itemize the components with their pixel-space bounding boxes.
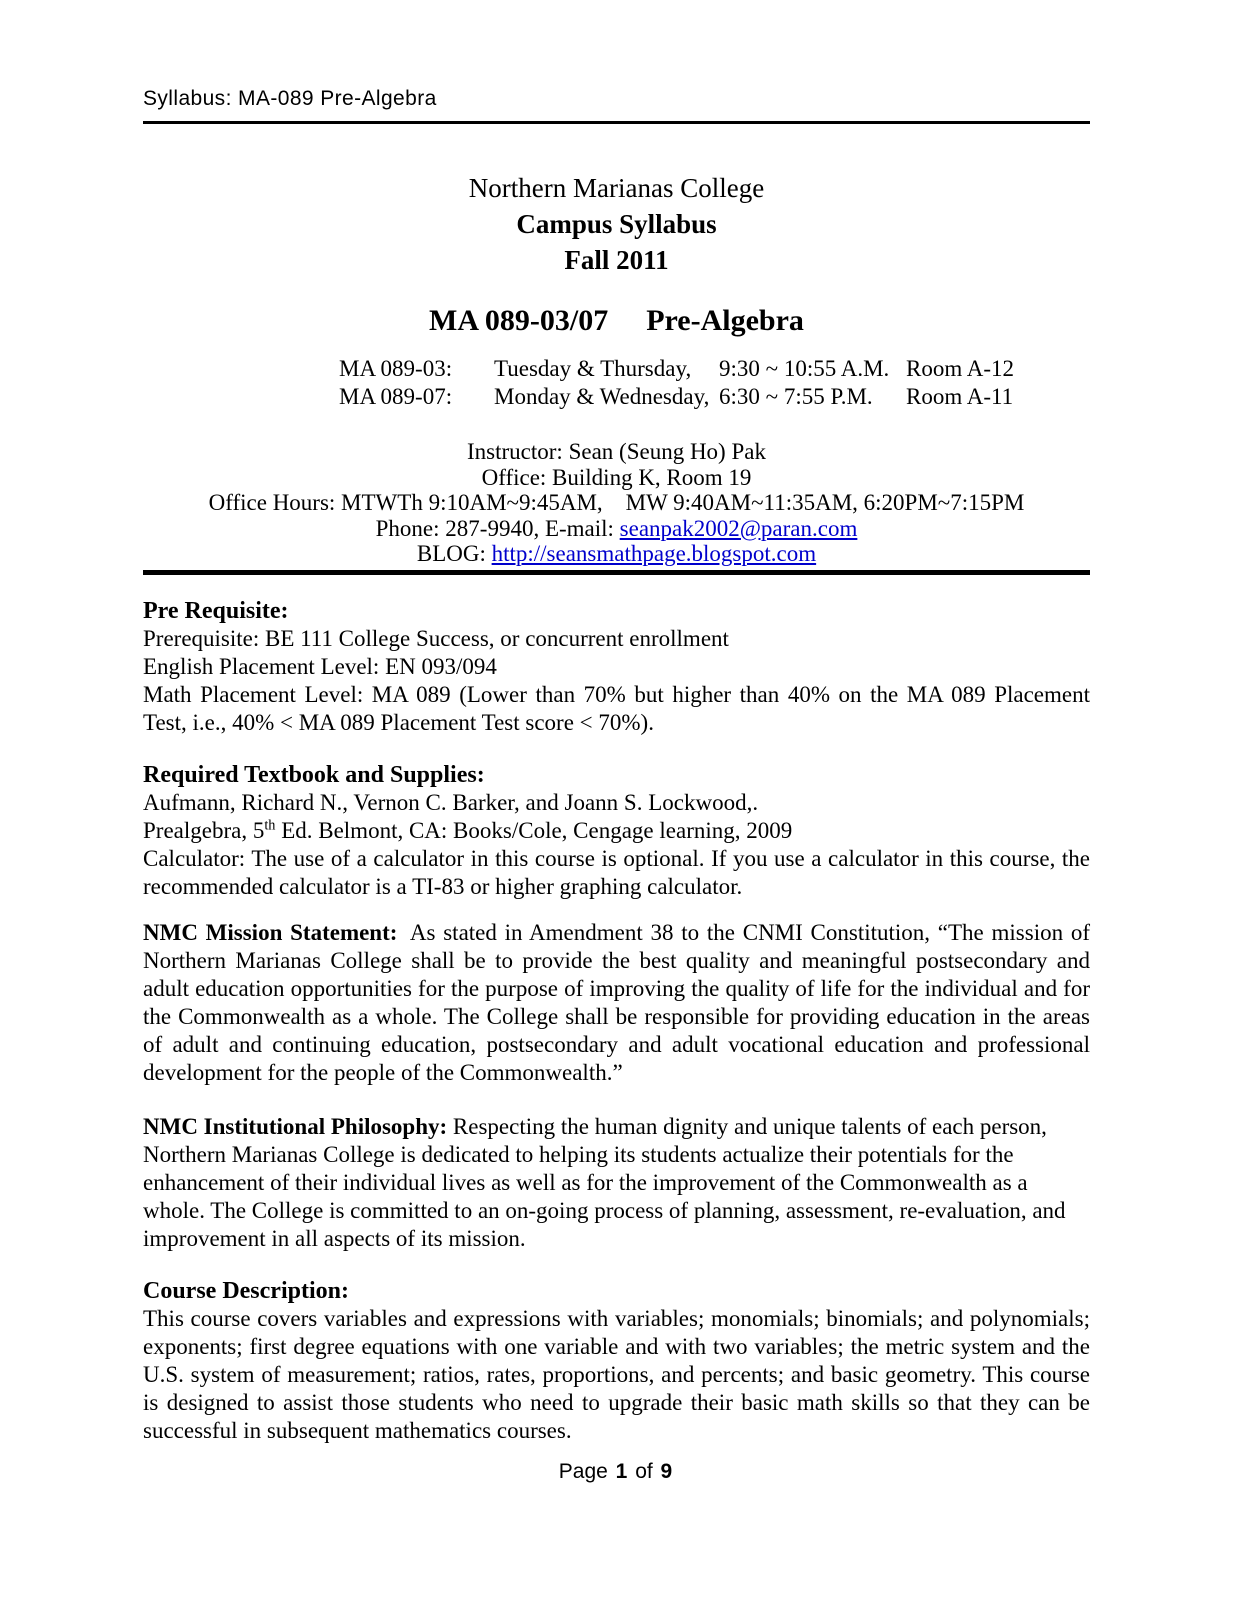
textbook-edition-line [143,817,1090,845]
email-link[interactable]: seanpak2002@paran.com [619,515,858,541]
footer-of-label: of [635,1459,653,1483]
calculator-note-paragraph: Calculator: The use of a calculator in this course is optional. If you use a calculator in this course, the recommended calculator is a TI-83 or higher graphing calculator. [143,845,1090,899]
course-description-paragraph: This course covers variables and expressions with variables; monomials; binomials; and polynomials; exponents; first degree equations with one variable and with two variables; the metric system and the U.S. system of measurement; ratios, rates, proportions, and percents; and basic geometry. This course is designed to assist those students who need to upgrade their basic math skills so that they can be successful in subsequent mathematics courses. [143,1305,1090,1443]
blog-line [143,541,1090,567]
section-divider-rule [143,570,1090,575]
section-number: MA 089-07: [339,384,453,409]
philosophy-text: Respecting the human dignity and unique talents of each person, Northern Marianas College is dedicated to helping its students actualize their potentials for the enhancement of their individual lives as well as for the improvement of the Commonwealth as a whole. The College is committed to an on-going process of planning, assessment, re-evaluation, and improvement in all aspects of its mission. [143,1113,1066,1251]
meeting-room: Room A-11 [906,384,1014,409]
footer-current-page: 1 [615,1459,628,1483]
philosophy-heading: NMC Institutional Philosophy: [143,1113,448,1139]
phone-email-label: Phone: 287-9940, E-mail: [375,515,620,541]
meeting-days: Tuesday & Thursday, [494,356,692,381]
course-title [143,304,1090,338]
prerequisite-line: Prerequisite: BE 111 College Success, or concurrent enrollment [143,625,729,651]
page-footer [143,1459,1090,1485]
english-placement-line: English Placement Level: EN 093/094 [143,653,497,679]
course-description-heading: Course Description: [143,1277,349,1304]
math-placement-paragraph: Math Placement Level: MA 089 (Lower than 70% but higher than 40% on the MA 089 Placement Test, i.e., 40% < MA 089 Placement Test score < 70%). [143,681,1090,735]
blog-label: BLOG: [416,541,492,566]
section-prerequisite [143,597,1090,737]
office-hours-line: Office Hours: MTWTh 9:10AM~9:45AM, MW 9:40AM~11:35AM, 6:20PM~7:15PM [208,490,1025,515]
college-name: Northern Marianas College [468,173,765,203]
running-header-title: Syllabus: MA-089 Pre-Algebra [143,87,437,110]
schedule-row [339,355,1090,383]
meeting-room: Room A-12 [906,356,1014,381]
blog-link[interactable]: http://seansmathpage.blogspot.com [491,541,817,566]
footer-page-label: Page [558,1459,608,1483]
section-course-description [143,1277,1090,1445]
meeting-time: 6:30 ~ 7:55 P.M. [719,384,873,409]
mission-heading: NMC Mission Statement: [143,919,398,945]
mission-statement-paragraph [143,919,1090,1087]
section-textbook [143,761,1090,901]
office-line: Office: Building K, Room 19 [481,464,752,490]
institutional-philosophy-paragraph [143,1113,1090,1253]
edition-text: Prealgebra, 5 [143,817,265,843]
phone-email-line [143,516,1090,542]
instructor-block [143,439,1090,567]
course-code: MA 089-03/07 [429,304,609,337]
textbook-heading: Required Textbook and Supplies: [143,761,485,788]
edition-ordinal-superscript: th [264,816,276,833]
schedule-row [339,383,1090,411]
document-subtitle: Campus Syllabus [516,209,717,239]
meeting-days: Monday & Wednesday, [494,384,710,409]
course-name: Pre-Algebra [646,304,804,337]
edition-text-rest: Ed. Belmont, CA: Books/Cole, Cengage learning, 2009 [275,817,793,843]
meeting-time: 9:30 ~ 10:55 A.M. [719,356,890,381]
footer-total-pages: 9 [660,1459,673,1483]
title-block [143,170,1090,278]
textbook-authors-line: Aufmann, Richard N., Vernon C. Barker, and Joann S. Lockwood,. [143,789,759,815]
mission-text: As stated in Amendment 38 to the CNMI Constitution, “The mission of Northern Marianas College shall be to provide the best quality and meaningful postsecondary and adult education opportunities for the purpose of improving the quality of life for the individual and for the Commonwealth as a whole. The College shall be responsible for providing education in the areas of adult and continuing education, postsecondary and adult vocational education and professional development for the people of the Commonwealth.” [143,919,1090,1085]
section-number: MA 089-03: [339,356,453,381]
header-rule [143,121,1090,124]
instructor-line: Instructor: Sean (Seung Ho) Pak [467,439,766,464]
term-label: Fall 2011 [564,245,669,275]
schedule-table [339,355,1090,411]
prerequisite-heading: Pre Requisite: [143,597,289,624]
